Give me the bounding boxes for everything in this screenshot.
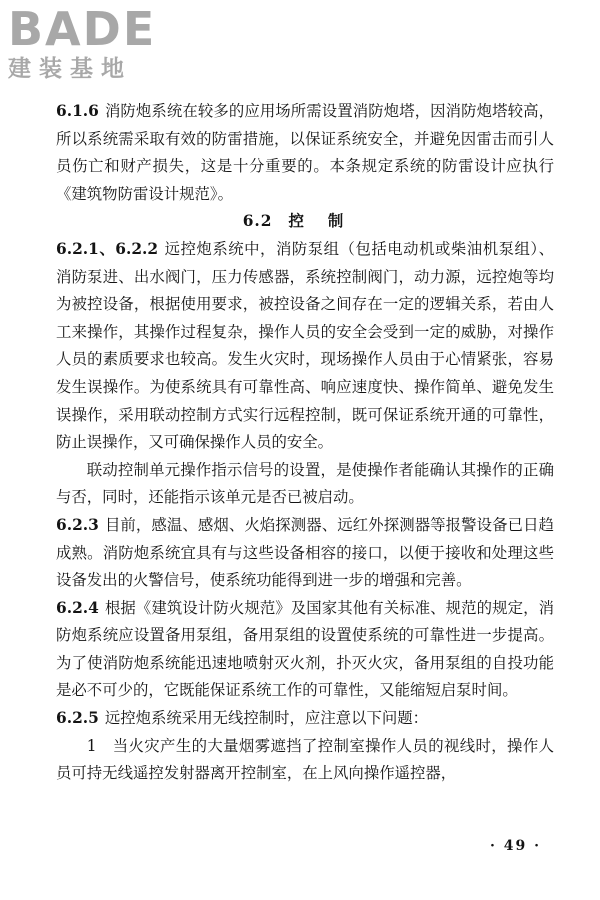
section-number: 6.2 — [242, 212, 273, 231]
clause-text: 远控炮系统采用无线控制时，应注意以下问题： — [104, 709, 429, 728]
clause-text: 根据《建筑设计防火规范》及国家其他有关标准、规范的规定，消防炮系统应设置备用泵组，备用泵组的设置使系统的可靠性进一步提高。为了使消防炮系统能迅速地喷射灭火剂，扑灭火灾，备用泵组的自投功能是必不可少的，它既能保证系统工作的可靠性，又能缩短启泵时间。 — [56, 598, 554, 700]
logo-subtitle: 建装基地 — [8, 56, 132, 82]
logo-wordmark: BADE — [8, 2, 157, 56]
clause-6-2-4 — [56, 595, 554, 705]
clause-6-2-5 — [56, 705, 554, 733]
clause-continuation — [56, 457, 554, 512]
clause-number: 6.2.4 — [56, 598, 99, 617]
clause-text: 目前，感温、感烟、火焰探测器、远红外探测器等报警设备已日趋成熟。消防炮系统宜具有与这些设备相容的接口，以便于接收和处理这些设备发出的火警信号，使系统功能得到进一步的增强和完善。 — [56, 515, 554, 590]
clause-text: 消防炮系统在较多的应用场所需设置消防炮塔，因消防炮塔较高，所以系统需采取有效的防雷措施，以保证系统安全，并避免因雷击而引人员伤亡和财产损失，这是十分重要的。本条规定系统的防雷设计应执行《建筑物防雷设计规范》。 — [56, 102, 554, 203]
clause-number: 6.2.5 — [56, 709, 99, 728]
clause-6-1-6 — [56, 98, 554, 208]
list-item-1 — [56, 733, 554, 788]
page-number: · 49 · — [490, 838, 541, 854]
clause-number: 6.2.1、6.2.2 — [56, 239, 159, 258]
section-heading — [56, 208, 554, 236]
clause-number: 6.2.3 — [56, 515, 99, 534]
clause-text: 联动控制单元操作指示信号的设置，是使操作者能确认其操作的正确与否，同时，还能指示该单元是否已被启动。 — [56, 460, 554, 507]
clause-text: 1 当火灾产生的大量烟雾遮挡了控制室操作人员的视线时，操作人员可持无线遥控发射器离开控制室，在上风向操作遥控器， — [56, 736, 554, 783]
clause-6-2-1-6-2-2 — [56, 236, 554, 457]
clause-text: 远控炮系统中，消防泵组（包括电动机或柴油机泵组）、消防泵进、出水阀门，压力传感器，系统控制阀门，动力源，远控炮等均为被控设备，根据使用要求，被控设备之间存在一定的逻辑关系，若由人工来操作，其操作过程复杂，操作人员的安全会受到一定的威胁，对操作人员的素质要求也较高。发生火灾时，现场操作人员由于心情紧张，容易发生误操作。为使系统具有可靠性高、响应速度快、操作简单、避免发生误操作，采用联动控制方式实行远程控制，既可保证系统开通的可靠性，防止误操作，又可确保操作人员的安全。 — [56, 239, 554, 452]
document-body — [56, 98, 554, 788]
clause-number: 6.1.6 — [56, 102, 99, 120]
clause-6-2-3 — [56, 512, 554, 595]
bade-logo — [8, 2, 178, 82]
section-title: 控制 — [288, 212, 368, 231]
